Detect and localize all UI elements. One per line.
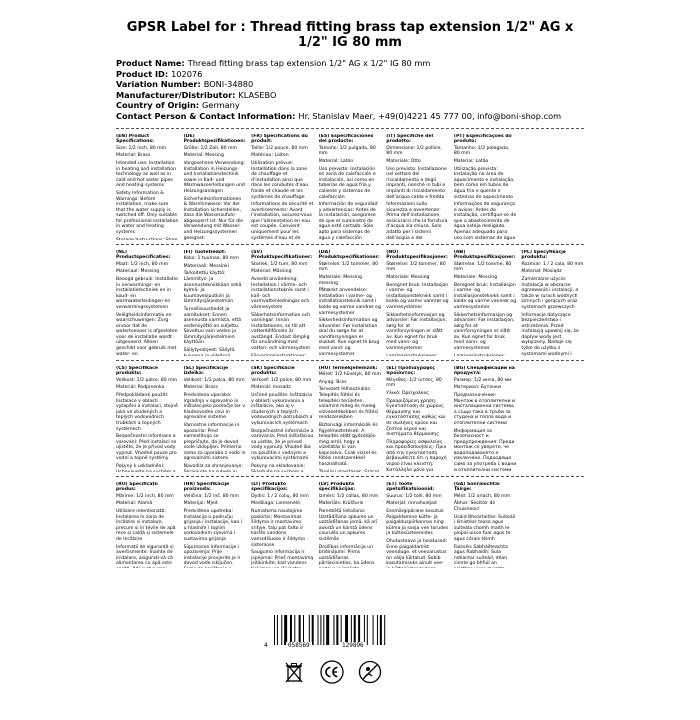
- spec-block: [319, 366, 382, 472]
- spec-line: Navodila za shranjevanje:: [183, 464, 243, 470]
- spec-line: Uso previsto: Installazione nel settore del riscaldamento e degli impianti, nonché in tubi e impianti di riscaldamento dell'acqua calda e fredda: [386, 166, 447, 200]
- spec-block: [386, 250, 449, 356]
- spec-heading: (HR) Specifikacije proizvoda:: [183, 481, 230, 493]
- spec-line: Πληροφορίες ασφαλείας και προειδοποιήσεις: Πριν από την εγκατάσταση βεβαιωθείτε ότι η παροχή νερού είναι κλειστή. Κατάλληλο μόνο για: [386, 439, 447, 472]
- spec-block: [386, 134, 449, 240]
- spec-block: [116, 366, 179, 472]
- spec-heading: (DE) Produktspezifikationen:: [183, 133, 246, 145]
- trash-bin-icon: [282, 660, 306, 684]
- spec-line: Materiál: Podprsenka: [116, 385, 165, 391]
- spec-line: Velikost: 1/2 palca, 80 mm: [183, 377, 245, 383]
- spec-line: Taille: 1/2 pouce, 80 mm: [251, 145, 308, 151]
- spec-line: Pokyny k uskladnění:: [116, 464, 165, 470]
- spec-row-3: [116, 366, 584, 472]
- spec-line: Utilização prevista: Instalação na área de aquecimento e instalação, bem como em tubos de água fria e quente e sistemas de aquecimento: [453, 166, 515, 200]
- spec-line: Vorgesehene Verwendung: Installation in Heizungs- und Installationstechnik sowie in Kalt- und Warmwasserleitungen und Heizungsanlagen: [183, 160, 246, 194]
- spec-line: Størrelse: 1/2 tommer, 80 mm: [386, 261, 446, 273]
- spec-line: [319, 470, 382, 472]
- spec-line: Información de seguridad y advertencias: Antes de la instalación, asegúrese de que el suministro de agua esté cortado. Sólo apto para sistemas de agua y calefacción: [318, 202, 378, 240]
- barcode-bar: [294, 615, 295, 645]
- ce-mark-icon: [320, 660, 344, 684]
- spec-line: Saugumo informacija ir įspėjimai: Prieš montavimą įsitikinkite, kad vandens: [251, 550, 314, 567]
- barcode-bar: [326, 615, 329, 645]
- spec-line: Material: Brass: [183, 385, 218, 391]
- spec-line: Materiál: mosadz: [251, 385, 291, 391]
- spec-line: Material: Latão: [453, 158, 489, 164]
- spec-block: [521, 366, 584, 472]
- spec-heading: (NB) Produktspesifikasjoner:: [453, 249, 516, 261]
- spec-line: Materijal: Mjed: [183, 501, 218, 507]
- spec-block: [116, 134, 179, 240]
- barcode-digits-left: 058569: [288, 642, 310, 649]
- spec-block: [386, 482, 449, 568]
- spec-line: Drošības informācija un brīdinājumi: Pirms uzstādīšanas pārliecinieties, ka ūdens: [318, 544, 375, 567]
- spec-block: [184, 366, 247, 472]
- spec-heading: (PT) Especificações do produto:: [453, 133, 512, 145]
- barcode-digits-right: 129896: [342, 642, 364, 649]
- spec-heading: (PL) Specyfikacje produktu:: [521, 249, 566, 261]
- spec-heading: (RO) Specificații produs:: [116, 481, 158, 493]
- spec-line: Anyag: Bras: [318, 379, 347, 385]
- spec-line: Paredzētā lietošana: Uzstādīšana apkures un uzstādīšanas jomā, kā arī aukstā un karstā ūdens caurulēs un apkures sistēmās: [318, 508, 378, 542]
- spec-line: Avsedd användning: Installation i värme- och installationsteknik samt i kall- och varmvattenledningar och värmesystem: [251, 276, 310, 310]
- spec-line: Suurus: 1/2 tolli, 80 mm: [386, 493, 442, 499]
- info-value: Thread fitting brass tap extension 1/2" AG x 1/2" IG 80 mm: [187, 58, 431, 68]
- spec-line: Μέγεθος: 1/2 ίντσες, 80 mm: [386, 377, 442, 389]
- spec-line: Material: Alamă: [116, 501, 153, 507]
- info-label: Contact Person & Contact Information:: [116, 110, 296, 121]
- spec-heading: (FR) Spécifications du produit:: [251, 133, 308, 145]
- ean-barcode: [262, 615, 402, 655]
- barcode-bar: [345, 615, 348, 645]
- spec-line: Dimensione: 1/2 pollice, 80 mm: [386, 145, 442, 157]
- spec-line: Påtænkt anvendelse: Installation i varme- og installationsteknik samt i kolde og varme vandrør og varmesystemer: [318, 288, 381, 316]
- spec-block: [386, 366, 449, 472]
- spec-line: Utilisation prévue: Installation dans la zone de chauffage et d'installation ainsi que dans les conduites d'eau froide et chaude et les systèmes de chauffage: [251, 160, 309, 200]
- spec-line: Material: Brass: [116, 153, 151, 159]
- barcode-bar: [284, 615, 287, 645]
- spec-line: Izmērs: 1/2 collas, 80 mm: [318, 493, 379, 499]
- spec-heading: (LV) Produkta specifikācijas:: [318, 481, 356, 493]
- spec-block: [319, 250, 382, 356]
- label-title: GPSR Label for : Thread fitting brass tap extension 1/2" AG x 1/2" IG 80 mm: [126, 20, 574, 50]
- spec-line: Méid: 1/2 orlach, 80 mm: [453, 493, 511, 499]
- barcode-bar: [380, 615, 382, 645]
- spec-block: [184, 134, 247, 240]
- spec-line: Προοριζόμενη χρήση: Εγκατάσταση σε χώρους θέρμανσης και εγκατάστασης καθώς και σε σωλήνες κρύου και ζεστού νερού και συστήματα θέρμανσης: [386, 398, 446, 438]
- barcode-bar: [290, 615, 292, 645]
- spec-heading: (SL) Specifikacije izdelka:: [183, 365, 229, 377]
- barcode-bar: [281, 615, 282, 645]
- spec-block: [521, 134, 584, 240]
- info-row: [116, 100, 584, 111]
- info-row: [116, 90, 584, 101]
- spec-line: Informazioni sulla sicurezza e avvertenze: Prima dell'installazione, assicurarsi che la fornitura d'acqua sia chiusa. Solo adatto per i sistemi dell'acqua e del: [386, 202, 448, 240]
- spec-heading: (FI) Tuotetiedot:: [183, 249, 226, 255]
- spec-line: Beregnet bruk: Installasjon i varme- og installasjonsteknikk samt i kalde og varme vannrør og varmesystemer: [386, 282, 449, 310]
- spec-line: Numatoma naudojimo paskirtis: Montavimas šildymo ir montavimo srityje, taip pat šalto ir karšto vandens vamzdžiuose ir šildymo sistemose: [251, 508, 306, 548]
- info-row: [116, 111, 584, 122]
- spec-line: Размер: 1/2 инча, 80 мм: [453, 377, 512, 383]
- spec-heading: (GA) Sonraíochtaí Táirge:: [453, 481, 500, 493]
- barcode-bar: [323, 615, 324, 645]
- barcode-bar: [358, 615, 360, 645]
- barcode-bar: [303, 615, 304, 645]
- info-value: KLASEBO: [238, 89, 277, 100]
- spec-heading: (EL) Προδιαγραφές προϊόντος:: [386, 365, 435, 377]
- spec-block: [454, 482, 517, 568]
- info-value: Germany: [202, 100, 240, 111]
- spec-line: Rozmiar: 1 / 2 cala, 80 mm: [521, 261, 584, 267]
- spec-line: Materiale: Messing: [386, 274, 430, 280]
- barcode-bar: [384, 615, 385, 645]
- spec-line: Veličina: 1/2 inč, 80 mm: [183, 493, 240, 499]
- barcode-bar: [373, 615, 374, 645]
- spec-heading: (EN) Product Specifications:: [116, 133, 155, 145]
- spec-block: [454, 134, 517, 240]
- spec-line: Storlek: 1/2 tum, 80 mm: [251, 261, 308, 267]
- spec-line: Materiale: Messing: [453, 274, 498, 280]
- spec-heading: (HU) Termékjellemzők:: [318, 365, 378, 371]
- spec-line: Ábhar: Seoltóir do Chuisneoirí: [453, 501, 496, 512]
- barcode-bar: [364, 615, 365, 645]
- spec-row-2: [116, 250, 584, 356]
- spec-line: Информация за безопасност и предупреждения: Преди монтаж се уверете, че водоподаването е изключено. Подходящо само за употреба с водни и отоплителни системи: [453, 428, 517, 472]
- spec-block: [251, 134, 314, 240]
- spec-line: [454, 354, 517, 356]
- spec-line: Materjal: rinnahoidjad: [386, 501, 437, 507]
- barcode-bar: [320, 615, 321, 645]
- spec-block: [319, 482, 382, 568]
- product-info: [116, 58, 584, 122]
- spec-line: Faisnéis Sábháilteachta agus Rabhaidh: Sula ndéantar suiteáil, déan cinnte go bhfuil an: [453, 544, 508, 567]
- spec-heading: (BG) Спецификации на продукта:: [453, 365, 515, 377]
- spec-line: Materiaali: Messinki: [183, 263, 230, 269]
- spec-line: Informacje dotyczące bezpieczeństwa i ostrzeżenia: Przed instalacją upewnij się, że dopływ wody jest wyłączony. Nadaje się tylko do użytku z systemami wodnymi i: [521, 312, 579, 356]
- spec-line: Informations de sécurité et avertissements: Avant l'installation, assurez-vous que l'alimentation en eau est coupée. Convient uniquement pour les systèmes d'eau et de: [251, 202, 314, 240]
- barcode-bar: [341, 615, 342, 645]
- spec-line: Safety Information & Warnings: Before installation, make sure that the water supply is switched off. Only suitable for professional installation in water and heating systems: [116, 190, 179, 236]
- spec-line: Varnostne informacije in opozorila: Pred namestitvijo se prepričajte, da je dovod vode izklopljen. Primerno samo za uporabo z vodo in ogrevalnimi sistemi: [183, 422, 246, 462]
- symbol-row: [262, 660, 402, 688]
- spec-line: Sikkerhetsinformasjon og advarsler: Før installasjon, sørg for at vannforsyningen er slått av. Kun egnet for bruk med vann- og varmesystemer: [453, 312, 515, 352]
- spec-line: Informações de segurança e avisos: Antes da instalação, certifique-se de que o abastecimento de água esteja desligado. Apenas adequado para uso com sistemas de água: [453, 202, 517, 240]
- spec-line: Biztonsági információk és figyelmeztetések: A telepítés előtt győződjön meg arról, hogy a vízellátás ki van kapcsolva. Csak vízzel és fűtési rendszerekkel használható.: [318, 422, 378, 468]
- spec-line: Materiale: Messing messing: [318, 274, 362, 286]
- spec-block: [184, 482, 247, 568]
- spec-line: Dydis: 1 / 2 colių, 80 mm: [251, 493, 309, 499]
- spec-line: Sicherheitsinformationen & Warnhinweise: Vor der Installation sicherstellen, dass die Wasserzufuhr abgesperrt ist. Nur für die Verwendung mit Wasser- und Heizungssystemen geeignet.: [183, 196, 244, 240]
- divider: [116, 476, 584, 477]
- spec-line: Bezpečnostné informácie a varovania: Pred inštaláciou sa uistite, že je prívod vody vypnutý. Vhodné iba na použitie s vodnými a vykurovacími systémami: [251, 428, 314, 462]
- spec-block: [454, 366, 517, 472]
- spec-line: Material: Mässing: [251, 269, 292, 275]
- info-value: 102076: [171, 68, 203, 79]
- spec-block: [251, 482, 314, 568]
- spec-line: Utilizare intenționată: Instalarea în zona de încălzire și instalare, precum și în țevile de apă rece și caldă și sistemele de încălzire: [116, 508, 176, 542]
- spec-line: Ohutusteave ja hoiatused: Enne paigaldamist veenduge, et veevarustus on välja lülitatud. Sobib kasutamiseks ainult vee-: [386, 538, 448, 567]
- spec-block: [116, 482, 179, 568]
- spec-line: Beregnet bruk: Installasjon i varme- og installasjonsteknikk samt i kalde og varme vannrør og varmesystemer: [453, 282, 517, 310]
- spec-line: Medžiaga: Liemenėlė: [251, 501, 300, 507]
- info-label: Product ID:: [116, 68, 169, 79]
- spec-line: Υλικό: Ορείχαλκος: [386, 390, 430, 396]
- spec-line: Méret: 1/2 hüvelyk, 80 mm: [318, 372, 381, 378]
- spec-line: Sikkerhedsinformation og advarsler: Før installation skal du sørge for at vandforsyningen er slukket. Kun egnet til brug med vand- og varmesystemer: [318, 318, 380, 356]
- divider: [116, 244, 584, 245]
- spec-line: Materiale: Otto: [386, 158, 421, 164]
- spec-line: Предназначение: Монтаж в отоплителни и инсталационни системи, а също така в тръби за студена и топла вода и отоплителни системи: [453, 392, 515, 426]
- spec-line: Sikkerhetsinformasjon og advarsler: Før installasjon, sørg for at vannforsyningen er slått av. Kun egnet for bruk med vann- og varmesystemer: [386, 312, 447, 352]
- spec-line: Size: 1/2 inch, 80 mm: [116, 145, 167, 151]
- spec-line: Bezpečnostní informace a varování: Před instalací se ujistěte, že je přívod vody vypnut. Vhodné pouze pro vodní a topné systémy: [116, 434, 177, 462]
- spec-heading: (LT) Produkto specifikacijos:: [251, 481, 288, 493]
- spec-line: Materiaal: Messing: [116, 269, 160, 275]
- spec-line: Mărime: 1/2 inch, 80 mm: [116, 493, 174, 499]
- spec-block: [184, 250, 247, 356]
- spec-line: Größe: 1/2 Zoll, 80 mm: [183, 145, 237, 151]
- barcode-bars: [274, 615, 390, 645]
- spec-line: Materiał: Mosiądz: [521, 269, 562, 275]
- spec-line: Størrelse: 1/2 tomme, 80 mm: [453, 261, 512, 273]
- spec-line: Uso previsto: Instalación en zona de calefacción e instalación, así como en tuberías de agua fría y caliente y sistemas de calefacción: [318, 166, 376, 200]
- spec-line: Material: Latón: [318, 158, 354, 164]
- spec-line: Eesmärgipärane kasutus: Paigaldamine kütte- ja paigalduspiirkonnas ning külma ja sooja vee torudes ja küttesüsteemides: [386, 508, 449, 537]
- spec-line: Beoogd gebruik: Installatie in verwarmings- en installatietechniek en in koud- en warmwaterleidingen en verwarmingssystemen: [116, 276, 178, 310]
- spec-line: Tervezett felhasználás: Telepítés fűtési és telepítési területen, valamint hideg és meleg vízvezetékekben és fűtési rendszerekben: [318, 387, 379, 421]
- spec-block: [319, 134, 382, 240]
- barcode-bar: [309, 615, 310, 645]
- spec-heading: (DA) Produktspecifikationer:: [318, 249, 380, 261]
- spec-block: [251, 250, 314, 356]
- spec-line: Matériau: Laiton: [251, 153, 289, 159]
- spec-line: Úsáid Bheartaithe: Suiteáil i limistéar teasa agus suiteála chomh maith le píopaí uisce fuar agus te agus córais téimh: [453, 514, 516, 542]
- divider: [116, 128, 584, 129]
- spec-line: Intended use: Installation in heating and installation technology as well as in cold and hot water pipes and heating systems: [116, 160, 177, 189]
- spec-line: Tarkoitettu käyttö: Lämmitys- ja asennustekniikkaan sekä kylmä- ja kuumavesiputkiin ja lämmitysjärjestelmiin: [183, 271, 242, 305]
- spec-block: [454, 250, 517, 356]
- spec-line: Turvallisuustiedot ja varoitukset: Ennen asennusta varmista, että vedensyöttö on suljettu. Soveltuu vain veden ja lämmitysjärjestelmien käyttöön: [183, 306, 242, 346]
- spec-line: [386, 354, 449, 356]
- spec-heading: (ET) Toote spetsifikatsioonid:: [386, 481, 435, 493]
- info-label: Product Name:: [116, 58, 185, 68]
- barcode-bar: [377, 615, 378, 645]
- info-label: Variation Number:: [116, 79, 201, 90]
- divider: [116, 360, 584, 361]
- spec-line: Maat: 1/2 inch, 80 mm: [116, 261, 169, 267]
- spec-line: Tamaño: 1/2 pulgada, 80 mm: [318, 145, 376, 157]
- barcode-bar: [336, 615, 338, 645]
- spec-line: Материал: Бутонки: [453, 385, 501, 391]
- spec-line: Predvidena uporaba: Vgradnja v ogrevalno in inštalacijsko področje ter v hladnovodne cevi in ogrevalne sisteme: [183, 392, 246, 421]
- spec-line: Säilytysohjeet: Säilytä: [183, 348, 235, 354]
- barcode-bar: [299, 615, 301, 645]
- spec-heading: (IT) Specifiche del prodotto:: [386, 133, 434, 145]
- info-label: Manufacturer/Distributor:: [116, 89, 236, 100]
- spec-line: Predviđena upotreba: Instalacija u području grijanja i instalacije, kao i u hladnim i toplim vodovodnim cijevima i sustavima grijanja: [183, 508, 242, 542]
- spec-heading: (SV) Produktspecifikationer:: [251, 249, 313, 261]
- info-row: [116, 69, 584, 80]
- barcode-bar: [333, 615, 334, 645]
- spec-row-4: [116, 482, 584, 568]
- spec-line: Pokyny na skladovanie:: [251, 464, 306, 470]
- spec-line: Koko: 1 tuumaa, 80 mm: [183, 256, 239, 262]
- info-value: BONI-34880: [203, 79, 254, 90]
- spec-line: Veľkosť: 1/2 palce, 80 mm: [251, 377, 312, 383]
- info-value: Hr. Stanislav Maer, +49(0)4221 45 777 00, info@boni-shop.com: [298, 110, 562, 121]
- barcode-bar: [351, 615, 352, 645]
- spec-line: Informații de siguranță și avertismente: Înainte de instalare, asigurați-vă că alimentarea cu apă este: [116, 544, 174, 567]
- spec-line: Størrelse: 1/2 tommer, 80 mm: [318, 261, 379, 273]
- spec-row-1: [116, 134, 584, 240]
- spec-line: Velikost: 1/2 palce, 80 mm: [116, 377, 178, 383]
- spec-line: Materiāls: Krūšturis: [318, 501, 364, 507]
- spec-line: Určené použitie: Inštalácia v oblasti vykurovania a inštalácie, ako aj v studených a teplých vodovodných potrubiach a vykurovacích systémoch: [251, 392, 313, 426]
- spec-line: Tamanho: 1/2 polegada, 80 mm: [453, 145, 510, 157]
- spec-line: [251, 354, 314, 356]
- spec-line: Předpokládané použití: Instalace v oblasti vytápění a instalací, stejně jako ve studených a teplých vodovodních trubkách a topných systémech: [116, 392, 178, 432]
- info-label: Country of Origin:: [116, 100, 200, 111]
- spec-line: Zamierzone użycie: Instalacja w obszarze ogrzewania i instalacji, a także w rurach wodnych zimnych i gorących oraz systemach grzewczych: [521, 276, 579, 310]
- spec-line: Veiligheidsinformatie en waarschuwingen: Zorg ervoor dat de watertoevoer is afgesloten voor de installatie wordt uitgevoerd. Alleen geschikt voor gebruik met water- en: [116, 312, 178, 356]
- spec-block: [521, 250, 584, 356]
- info-row: [116, 79, 584, 90]
- barcode-bar: [274, 615, 275, 645]
- spec-line: [116, 238, 179, 240]
- barcode-digit-lead: 4: [264, 642, 268, 649]
- barcode-bar: [312, 615, 314, 645]
- barcode-bar: [277, 615, 278, 645]
- barcode-bar: [367, 615, 368, 645]
- barcode-bar: [354, 615, 356, 645]
- spec-heading: (NO) Produktspesifikasjoner:: [386, 249, 448, 261]
- spec-heading: (ES) Especificaciones del producto:: [318, 133, 374, 145]
- barcode-bar: [318, 615, 319, 645]
- spec-block: [116, 250, 179, 356]
- spec-heading: (NL) Productspecificaties:: [116, 249, 171, 261]
- spec-line: Säkerhetsinformation och varningar: Innan installationen, se till att vattentillförseln är avstängd. Endast lämplig för användning med vatten- och värmesystem: [251, 312, 311, 352]
- spec-block: [251, 366, 314, 472]
- spec-line: Material: Messing: [183, 153, 224, 159]
- spec-heading: (SK) Špecifikácie produktu:: [251, 365, 295, 377]
- spec-heading: (CS) Specifikace produktu:: [116, 365, 158, 377]
- no-child-icon: [358, 660, 382, 684]
- spec-block: [521, 482, 584, 568]
- info-row: [116, 58, 584, 69]
- spec-line: Sigurnosne informacije i upozorenja: Prije instalacije provjerite je li dovod vode isključen.: [183, 544, 240, 567]
